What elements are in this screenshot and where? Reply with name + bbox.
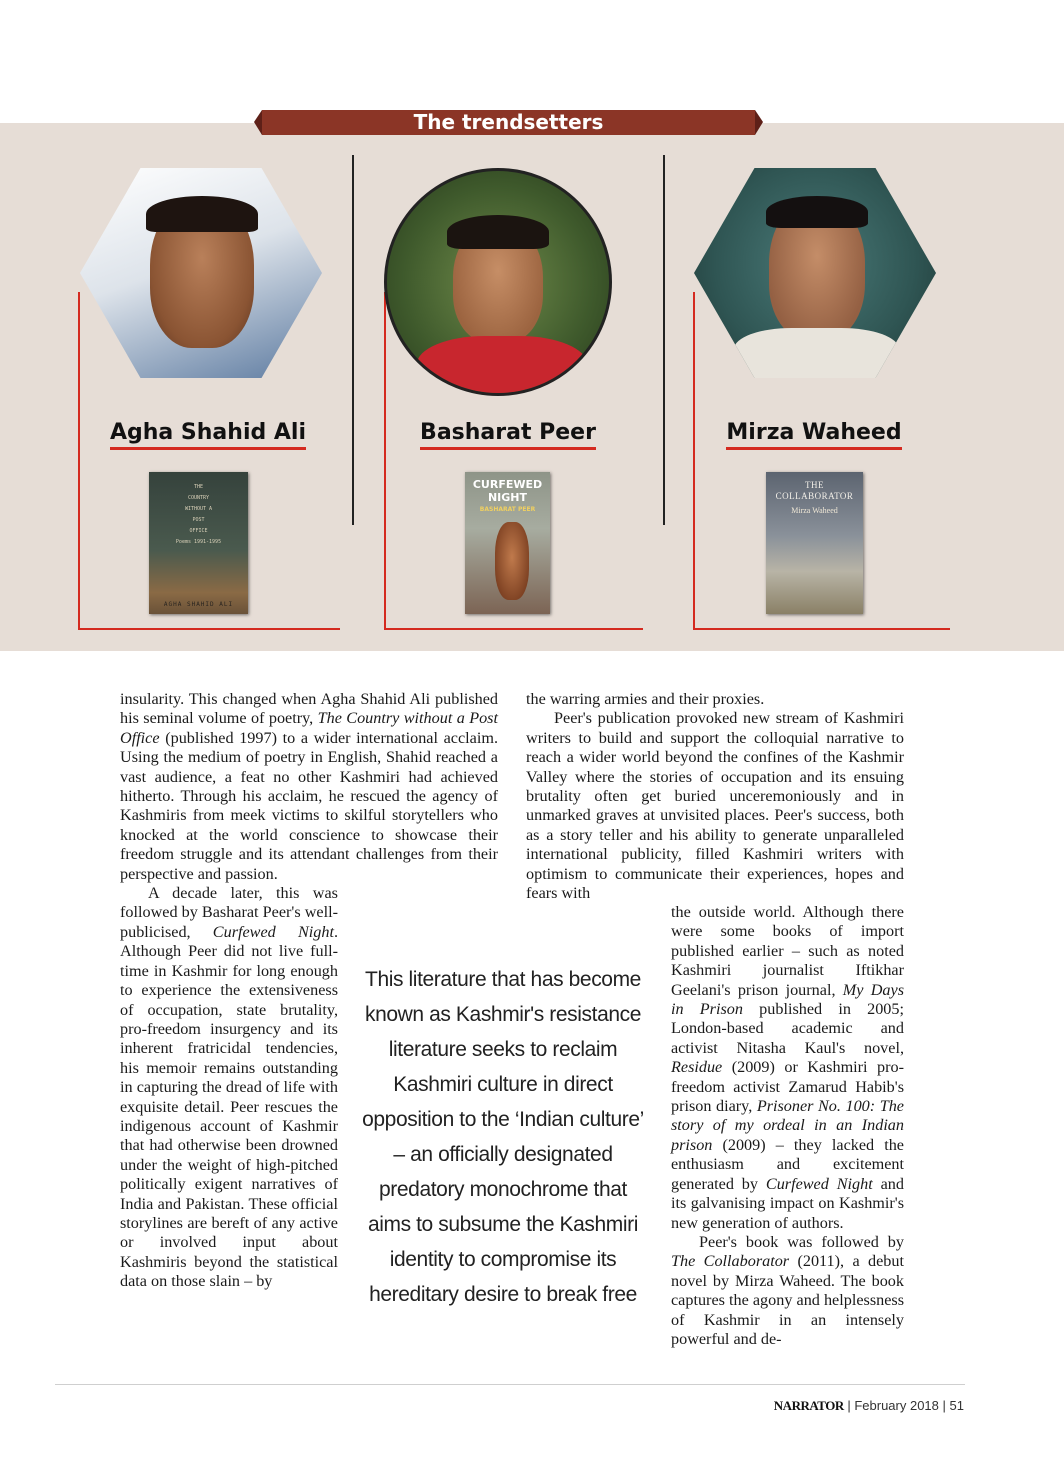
section-banner: The trendsetters xyxy=(262,110,755,135)
issue-date: February 2018 xyxy=(854,1398,939,1413)
name-basharat-peer: Basharat Peer xyxy=(380,420,636,450)
book-cover-curfewed-night: CURFEWED NIGHT BASHARAT PEER xyxy=(465,472,550,614)
page-number: 51 xyxy=(949,1398,964,1413)
footer-rule xyxy=(55,1384,965,1385)
article-column-1: insularity. This changed when Agha Shahid Ali published his seminal volume of poetry, The Country without a Post Office (published 1997) to a wider international acclaim. Using the medium of poetry in English, Shahid reached a vast audience, a feat no other Kashmiri had achieved hitherto. Through his acclaim, he rescued the agency of Kashmiris from meek victims to skilful storytellers who knocked at the world conscience to showcase their freedom struggle and its attendant challenges from their perspective and passion. A decade later, this was followed by Basharat Peer's well-publicised, Curfewed Night. Although Peer did not live full-time in Kashmir for long enough to experience the extensiveness of occupation, state brutality, pro-freedom insurgency and its inherent fratricidal tendencies, his memoir remains outstanding in capturing the dread of life with exquisite detail. Peer rescues the indigenous account of Kashmir that had otherwise been drowned under the weight of high-pitched politically exigent narratives of India and Pakistan. These official storylines are bereft of any active or involved input about Kashmiris beyond the statistical data on those slain – by xyxy=(120,690,498,1291)
column-divider xyxy=(352,155,354,525)
portrait-basharat-peer xyxy=(384,168,612,396)
book-cover-the-collaborator: THE COLLABORATOR Mirza Waheed xyxy=(766,472,863,614)
article-column-2: the warring armies and their proxies. Peer's publication provoked new stream of Kashmiri writers to build and support the colloquial narrative to reach a wider world beyond the confines of the Kashmir Valley where the stories of occupation and its ensuing brutality often get buried unceremoniously and in unmarked graves at unvisited places. Peer's success, both as a story teller and his ability to generate unparalleled international publicity, filled Kashmiri writers with optimism to communicate their experiences, hopes and fears with xyxy=(526,690,904,903)
book-cover-country-without-post-office: THE COUNTRY WITHOUT A POST OFFICE Poems 1991-1995 AGHA SHAHID ALI xyxy=(149,472,248,614)
name-mirza-waheed: Mirza Waheed xyxy=(686,420,942,450)
page-footer: NARRATOR | February 2018 | 51 xyxy=(773,1398,964,1413)
pull-quote: This literature that has become known as Kashmir's resistance literature seeks to reclaim Kashmiri culture in direct opposition to the ‘Indian culture’ – an officially designated predatory monochrome that aims to subsume the Kashmiri identity to compromise its hereditary desire to break free xyxy=(362,968,644,1306)
column-divider xyxy=(663,155,665,525)
name-agha-shahid-ali: Agha Shahid Ali xyxy=(80,420,336,450)
article-column-3: the outside world. Although there were some books of import published earlier – such as noted Kashmiri journalist Iftikhar Geelani's prison journal, My Days in Prison published in 2005; London-based academic and activist Nitasha Kaul's novel, Residue (2009) or Kashmiri pro-freedom activist Zamarud Habib's prison diary, Prisoner No. 100: The story of my ordeal in an Indian prison (2009) – they lacked the enthusiasm and excitement generated by Curfewed Night and its galvanising impact on Kashmir's new generation of authors. Peer's book was followed by The Collaborator (2011), a debut novel by Mirza Waheed. The book captures the agony and helplessness of Kashmir in an intensely powerful and de- xyxy=(671,903,905,1348)
magazine-logo: NARRATOR xyxy=(773,1398,844,1413)
